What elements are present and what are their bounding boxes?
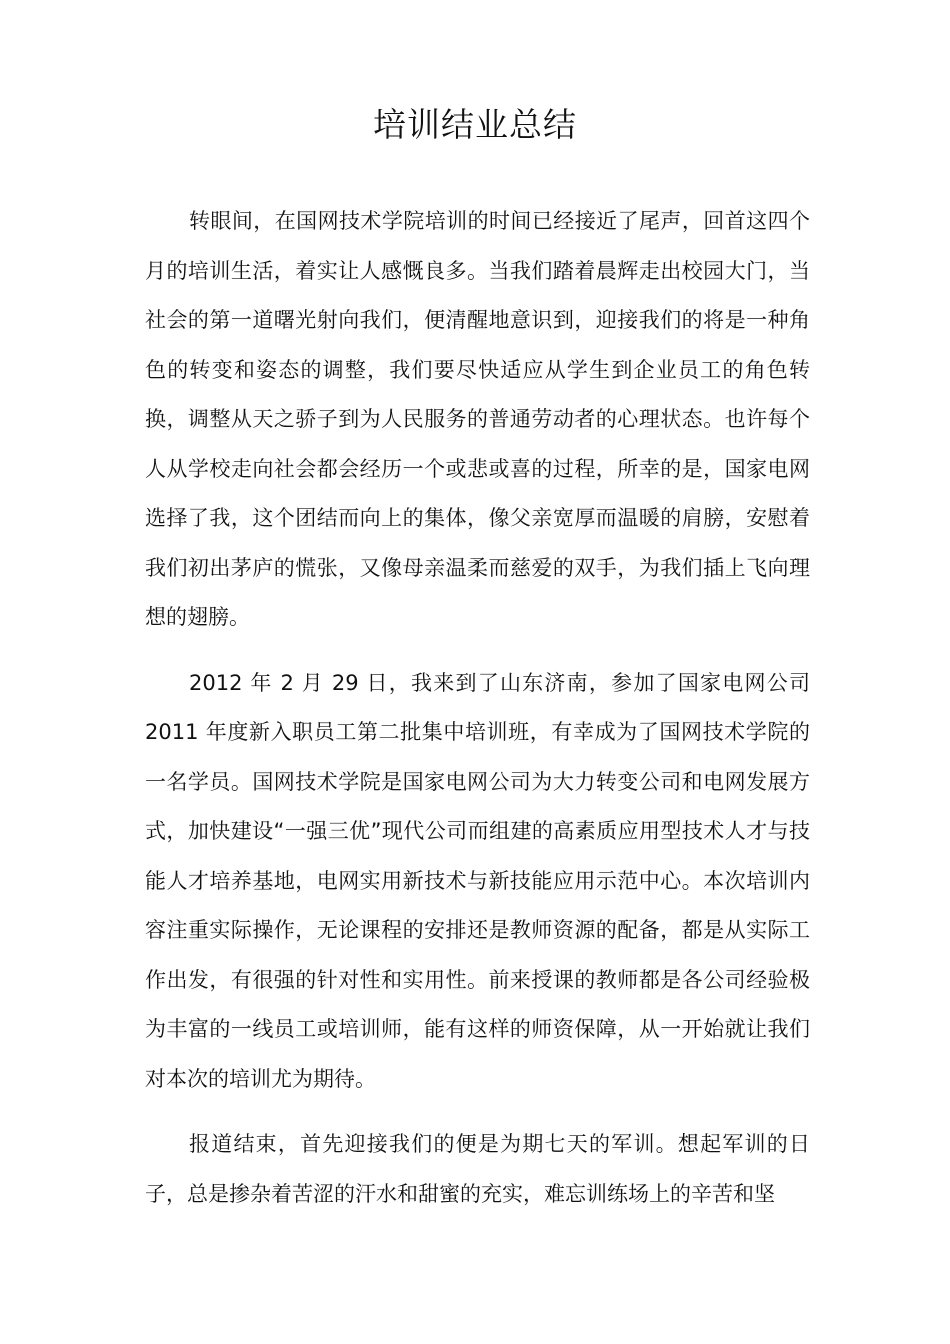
document-title: 培训结业总结 (373, 105, 577, 144)
document-body (145, 197, 810, 1235)
paragraph-2: 2012 年 2 月 29 日，我来到了山东济南，参加了国家电网公司 2011 年度新入职员工第二批集中培训班，有幸成为了国网技术学院的一名学员。国网技术学院是国家电网公司为大力转变公司和电网发展方式，加快建设“一强三优”现代公司而组建的高素质应用型技术人才与技能人才培养基地，电网实用新技术与新技能应用示范中心。本次培训内容注重实际操作，无论课程的安排还是教师资源的配备，都是从实际工作出发，有很强的针对性和实用性。前来授课的教师都是各公司经验极为丰富的一线员工或培训师，能有这样的师资保障，从一开始就让我们对本次的培训尤为期待。 (145, 670, 810, 1091)
paragraph-1: 转眼间，在国网技术学院培训的时间已经接近了尾声，回首这四个月的培训生活，着实让人感慨良多。当我们踏着晨辉走出校园大门，当社会的第一道曙光射向我们，便清醒地意识到，迎接我们的将是一种角色的转变和姿态的调整，我们要尽快适应从学生到企业员工的角色转换，调整从天之骄子到为人民服务的普通劳动者的心理状态。也许每个人从学校走向社会都会经历一个或悲或喜的过程，所幸的是，国家电网选择了我，这个团结而向上的集体，像父亲宽厚而温暖的肩膀，安慰着我们初出茅庐的慌张，又像母亲温柔而慈爱的双手，为我们插上飞向理想的翅膀。 (145, 209, 810, 629)
paragraph-3: 报道结束，首先迎接我们的便是为期七天的军训。想起军训的日子，总是掺杂着苦涩的汗水和甜蜜的充实，难忘训练场上的辛苦和坚 (145, 1132, 810, 1206)
